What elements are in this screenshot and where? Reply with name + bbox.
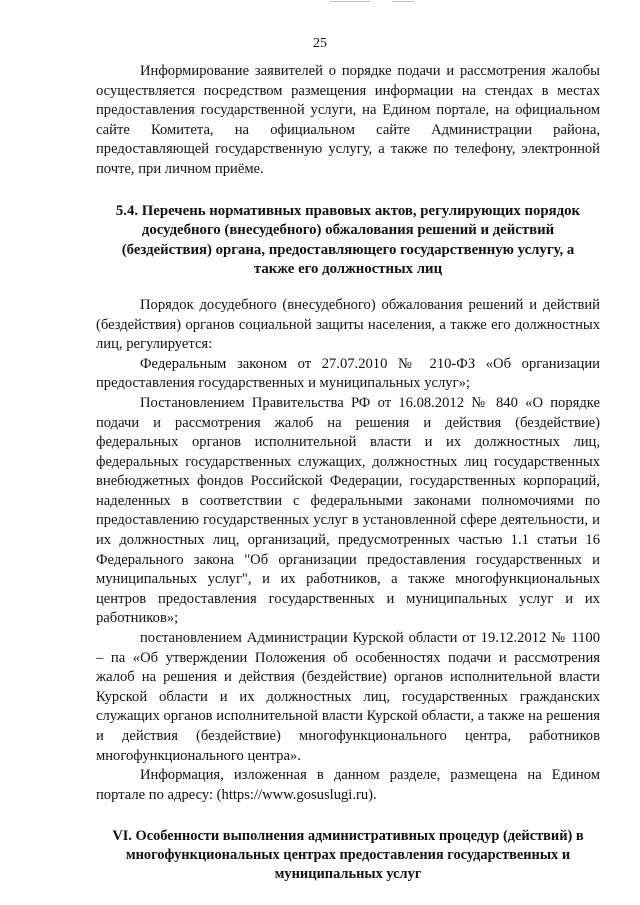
- spacer: [96, 180, 600, 202]
- paragraph-portal-info: Информация, изложенная в данном разделе, размещена на Едином портале по адресу: (https://www.gosuslugi.ru).: [96, 767, 600, 803]
- scan-artifact-lines: [0, 0, 640, 6]
- section-heading-vi: VI. Особенности выполнения административных процедур (действий) в многофункциональных центрах предоставления государственных и муниципальных услуг: [112, 828, 584, 883]
- paragraph-government-decree: Постановлением Правительства РФ от 16.08.2012 № 840 «О порядке подачи и рассмотрения жалоб на решения и действия (бездействие) федеральных органов исполнительной власти и их должностных лиц, федеральных государственных служащих, должностных лиц государственных внебюджетных фондов Российской Федерации, государственных корпораций, наделенных в соответствии с федеральными законами полномочиями по предоставлению государственных услуг в установленной сфере деятельности, и их должностных лиц, организаций, предусмотренных частью 1.1 статьи 16 Федерального закона "Об организации предоставления государственных и муниципальных услуг", и их работников, а также многофункциональных центров предоставления государственных и муниципальных услуг и их работников»;: [96, 394, 600, 627]
- scan-line-right: [392, 1, 414, 2]
- paragraph-federal-law: Федеральным законом от 27.07.2010 № 210-ФЗ «Об организации предоставления государственных и муниципальных услуг»;: [96, 355, 600, 392]
- scan-line-left: [330, 1, 370, 2]
- spacer: [96, 280, 600, 296]
- page-number: 25: [313, 36, 327, 51]
- spacer: [96, 805, 600, 827]
- document-body: [96, 62, 600, 884]
- section-heading-5-4: 5.4. Перечень нормативных правовых актов, регулирующих порядок досудебного (внесудебного) обжалования решений и действий (бездействия) органа, предоставляющего государственную услугу, а также его должностных лиц: [115, 202, 581, 278]
- paragraph-procedure: Порядок досудебного (внесудебного) обжалования решений и действий (бездействия) органов социальной защиты населения, а также его должностных лиц, регулируется:: [96, 296, 600, 353]
- paragraph-kursk-decree: постановлением Администрации Курской области от 19.12.2012 № 1100 – па «Об утверждении Положения об особенностях подачи и рассмотрения жалоб на решения и действия (бездействие) органов исполнительной власти Курской области и их должностных лиц, государственных гражданских служащих органов исполнительной власти Курской области, а также на решения и действия (бездействие) многофункционального центра, работников многофункционального центра».: [96, 630, 600, 764]
- intro-paragraph: Информирование заявителей о порядке подачи и рассмотрения жалобы осуществляется посредством размещения информации на стендах в местах предоставления государственной услуги, на Едином портале, на официальном сайте Комитета, на официальном сайте Администрации района, предоставляющей государственную услугу, а также по телефону, электронной почте, при личном приёме.: [96, 63, 600, 177]
